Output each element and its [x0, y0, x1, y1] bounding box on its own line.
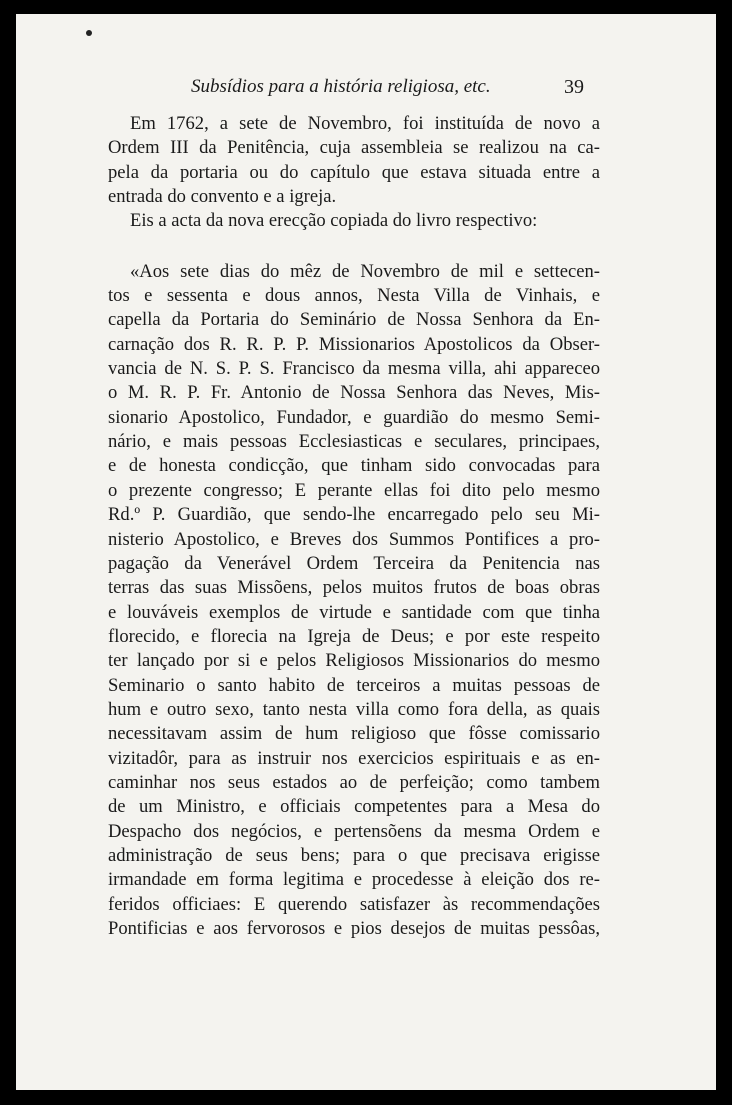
running-title: Subsídios para a história religiosa, etc.: [191, 76, 491, 97]
page-header: [16, 76, 716, 102]
book-page: [16, 14, 716, 1090]
paragraph-2: [108, 209, 600, 233]
text-line: o prezente congresso; E perante ellas foi dito pelo mesmo: [108, 479, 600, 501]
page-number: 39: [564, 76, 584, 98]
text-line: sionario Apostolico, Fundador, e guardião do mesmo Semi-: [108, 406, 600, 428]
text-line: pela da portaria ou do capítulo que estava situada entre a: [108, 161, 600, 183]
text-line: feridos officiaes: E querendo satisfazer às recommendações: [108, 893, 600, 915]
text-line: Em 1762, a sete de Novembro, foi instituída de novo a: [130, 113, 600, 134]
text-line: Rd.º P. Guardião, que sendo-lhe encarregado pelo seu Mi-: [108, 504, 600, 526]
paragraph-3: [108, 260, 600, 942]
text-line: Ordem III da Penitência, cuja assembleia se realizou na ca-: [108, 137, 600, 159]
text-line: «Aos sete dias do mêz de Novembro de mil e settecen-: [130, 260, 600, 282]
text-line: Seminario o santo habito de terceiros a muitas pessoas de: [108, 674, 600, 696]
text-line: florecido, e florecia na Igreja de Deus; e por este respeito: [108, 625, 600, 647]
text-line: pagação da Venerável Ordem Terceira da Penitencia nas: [108, 552, 600, 574]
paragraph-1: [108, 112, 600, 209]
text-line: administração de seus bens; para o que precisava erigisse: [108, 844, 600, 866]
text-line: ter lançado por si e pelos Religiosos Missionarios do mesmo: [108, 650, 600, 672]
text-line: necessitavam assim de hum religioso que fôsse comissario: [108, 723, 600, 745]
text-line: carnação dos R. R. P. P. Missionarios Apostolicos da Obser-: [108, 333, 600, 355]
text-line: vancia de N. S. P. S. Francisco da mesma villa, ahi appareceo: [108, 358, 600, 380]
text-line: Despacho dos negócios, e pertensõens da mesma Ordem e: [108, 820, 600, 842]
text-line: terras das suas Missõens, pelos muitos frutos de boas obras: [108, 577, 600, 599]
text-line: hum e outro sexo, tanto nesta villa como fora della, as quais: [108, 698, 600, 720]
text-line: capella da Portaria do Seminário de Nossa Senhora da En-: [108, 309, 600, 331]
text-line: Eis a acta da nova erecção copiada do livro respectivo:: [130, 210, 538, 232]
text-line: tos e sessenta e dous annos, Nesta Villa de Vinhais, e: [108, 285, 600, 307]
text-line: caminhar nos seus estados ao de perfeição; como tambem: [108, 771, 600, 793]
text-line: vizitadôr, para as instruir nos exercicios espirituais e as en-: [108, 747, 600, 769]
text-line: nário, e mais pessoas Ecclesiasticas e seculares, principaes,: [108, 431, 600, 453]
text-line: e de honesta condicção, que tinham sido convocadas para: [108, 455, 600, 477]
text-line: irmandade em forma legitima e procedesse à eleição dos re-: [108, 869, 600, 891]
text-line: Pontificias e aos fervorosos e pios desejos de muitas pessôas,: [108, 918, 600, 939]
text-line: o M. R. P. Fr. Antonio de Nossa Senhora das Neves, Mis-: [108, 382, 600, 404]
text-line: nisterio Apostolico, e Breves dos Summos Pontifices a pro-: [108, 528, 600, 550]
text-line: e louváveis exemplos de virtude e santidade com que tinha: [108, 601, 600, 623]
text-line: entrada do convento e a igreja.: [108, 186, 337, 208]
body-text: [108, 112, 600, 941]
paragraph-gap: [108, 234, 600, 260]
ink-dot: [86, 30, 92, 36]
text-line: de um Ministro, e officiais competentes para a Mesa do: [108, 796, 600, 818]
